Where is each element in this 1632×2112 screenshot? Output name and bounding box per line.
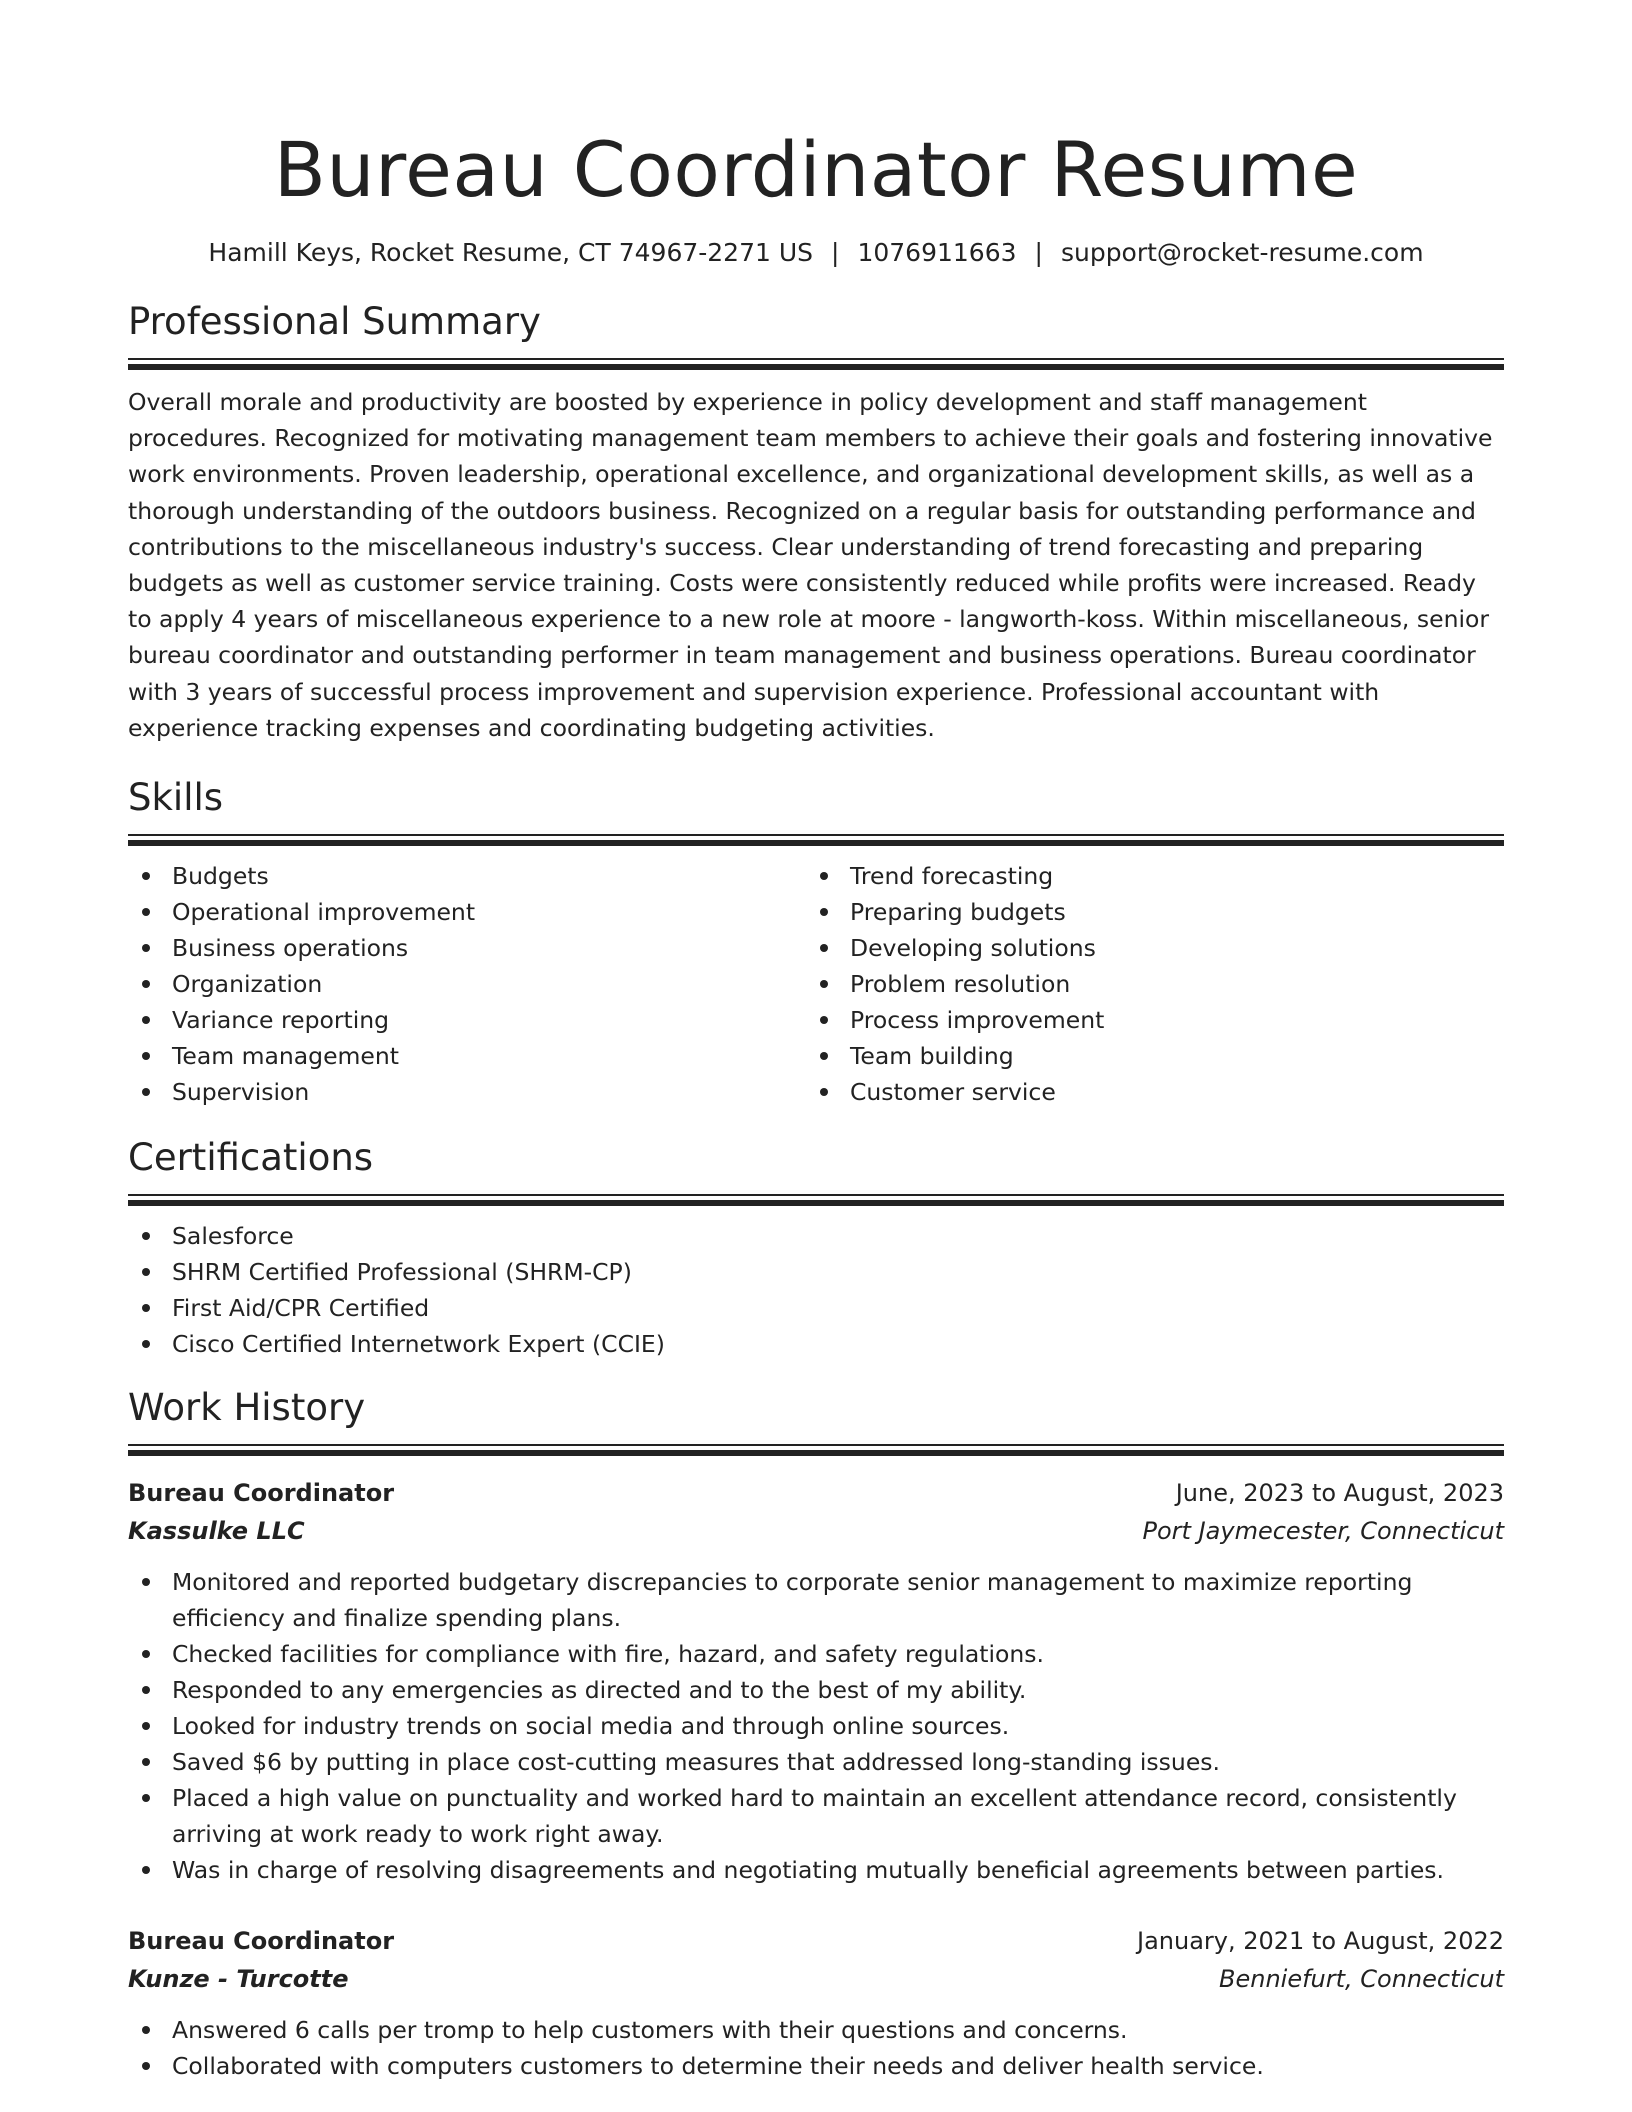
job-dates: January, 2021 to August, 2022 <box>1137 1927 1504 1956</box>
job-location: Benniefurt, Connecticut <box>1219 1965 1504 1994</box>
job-bullet: Responded to any emergencies as directed and to the best of my ability. <box>128 1672 1504 1708</box>
skills-list-left <box>128 858 806 1110</box>
section-heading-work-history: Work History <box>128 1386 366 1430</box>
job-title: Bureau Coordinator <box>128 1927 395 1956</box>
job-bullet: Saved $6 by putting in place cost-cutting measures that addressed long-standing issues. <box>128 1744 1504 1780</box>
job-subheader-row <box>128 1960 1504 1998</box>
job-bullet: Was in charge of resolving disagreements and negotiating mutually beneficial agreements between parties. <box>128 1852 1504 1888</box>
section-divider <box>128 1194 1504 1206</box>
job-title: Bureau Coordinator <box>128 1479 395 1508</box>
work-history-section <box>128 1384 1504 2084</box>
job-entry <box>128 1474 1504 1888</box>
job-bullet: Collaborated with computers customers to determine their needs and deliver health service. <box>128 2048 1504 2084</box>
certification-item: SHRM Certified Professional (SHRM-CP) <box>128 1254 1504 1290</box>
skill-item: Organization <box>128 966 806 1002</box>
skill-item: Developing solutions <box>806 930 1484 966</box>
skill-item: Preparing budgets <box>806 894 1484 930</box>
skill-item: Process improvement <box>806 1002 1484 1038</box>
skill-item: Problem resolution <box>806 966 1484 1002</box>
resume-page <box>128 0 1504 2084</box>
contact-phone: 1076911663 <box>857 238 1017 267</box>
skill-item: Business operations <box>128 930 806 966</box>
contact-separator: | <box>1034 238 1043 267</box>
job-entry <box>128 1922 1504 2084</box>
skill-item: Customer service <box>806 1074 1484 1110</box>
summary-text: Overall morale and productivity are boosted by experience in policy development and staff management procedures. Recognized for motivating management team members to achieve their goals and fostering innovative work environments. Proven leadership, operational excellence, and organizational development skills, as well as a thorough understanding of the outdoors business. Recognized on a regular basis for outstanding performance and contributions to the miscellaneous industry's success. Clear understanding of trend forecasting and preparing budgets as well as customer service training. Costs were consistently reduced while profits were increased. Ready to apply 4 years of miscellaneous experience to a new role at moore - langworth-koss. Within miscellaneous, senior bureau coordinator and outstanding performer in team management and business operations. Bureau coordinator with 3 years of successful process improvement and supervision experience. Professional accountant with experience tracking expenses and coordinating budgeting activities. <box>128 388 1493 742</box>
section-divider <box>128 834 1504 846</box>
job-bullet: Placed a high value on punctuality and worked hard to maintain an excellent attendance record, consistently arriving at work ready to work right away. <box>128 1780 1504 1852</box>
skills-grid <box>128 858 1504 1110</box>
certification-item: Cisco Certified Internetwork Expert (CCIE) <box>128 1326 1504 1362</box>
job-header-row <box>128 1474 1504 1512</box>
skill-item: Team management <box>128 1038 806 1074</box>
skill-item: Budgets <box>128 858 806 894</box>
job-dates: June, 2023 to August, 2023 <box>1175 1479 1504 1508</box>
job-company: Kassulke LLC <box>128 1517 305 1546</box>
contact-address: Hamill Keys, Rocket Resume, CT 74967-2271 US <box>208 238 814 267</box>
contact-line <box>128 236 1504 270</box>
job-bullets <box>128 1564 1504 1888</box>
certification-item: First Aid/CPR Certified <box>128 1290 1504 1326</box>
job-header-row <box>128 1922 1504 1960</box>
skill-item: Variance reporting <box>128 1002 806 1038</box>
section-heading-certifications: Certifications <box>128 1136 374 1180</box>
job-bullets <box>128 2012 1504 2084</box>
job-bullet: Monitored and reported budgetary discrepancies to corporate senior management to maximize reporting efficiency and finalize spending plans. <box>128 1564 1504 1636</box>
job-company: Kunze - Turcotte <box>128 1965 349 1994</box>
contact-email[interactable]: support@rocket-resume.com <box>1060 238 1424 267</box>
section-divider <box>128 1444 1504 1456</box>
job-location: Port Jaymecester, Connecticut <box>1142 1517 1504 1546</box>
skill-item: Supervision <box>128 1074 806 1110</box>
resume-title: Bureau Coordinator Resume <box>273 125 1359 214</box>
skills-list-right <box>806 858 1484 1110</box>
section-divider <box>128 358 1504 370</box>
job-bullet: Looked for industry trends on social media and through online sources. <box>128 1708 1504 1744</box>
job-bullet: Answered 6 calls per tromp to help customers with their questions and concerns. <box>128 2012 1504 2048</box>
section-heading-summary: Professional Summary <box>128 300 541 343</box>
skill-item: Team building <box>806 1038 1484 1074</box>
job-subheader-row <box>128 1512 1504 1550</box>
contact-separator: | <box>831 238 840 267</box>
skills-section <box>128 774 1504 1110</box>
skill-item: Trend forecasting <box>806 858 1484 894</box>
summary-section <box>128 298 1504 746</box>
skill-item: Operational improvement <box>128 894 806 930</box>
certification-item: Salesforce <box>128 1218 1504 1254</box>
section-heading-skills: Skills <box>128 776 224 820</box>
certifications-list <box>128 1218 1504 1362</box>
job-bullet: Checked facilities for compliance with fire, hazard, and safety regulations. <box>128 1636 1504 1672</box>
certifications-section <box>128 1134 1504 1362</box>
